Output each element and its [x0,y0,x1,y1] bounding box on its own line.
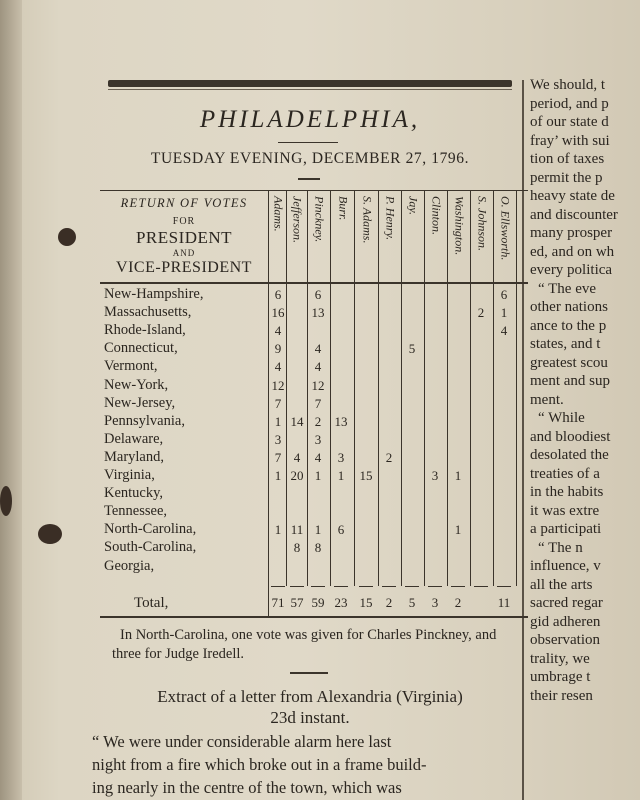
table-header-rule [100,282,528,284]
vote-count: 2 [385,449,393,465]
right-column-line: it was extre [530,502,600,519]
vote-count: 3 [337,449,345,465]
dateline-rule [298,178,320,180]
vote-count: 8 [293,540,301,556]
vote-count: 13 [311,305,325,321]
right-column-line: “ While [538,410,585,426]
body-line: “ We were under considerable alarm here last [92,732,392,751]
state-name: Kentucky, [104,485,164,502]
binding-hole [38,524,62,544]
vote-count: 1 [337,468,345,483]
vote-count: 1 [314,522,322,538]
candidate-name: Jay. [406,196,421,215]
candidate-name: Jefferson. [290,196,305,243]
masthead-rule [108,80,512,87]
right-column-line: ment and sup [530,373,610,389]
extract-heading-line2: 23d instant. [270,708,350,727]
vote-count: 11 [290,522,304,538]
candidate-name: S. Johnson. [475,196,490,251]
total-count: 5 [408,595,416,610]
total-rule [497,586,511,587]
right-column-line: sacred regar [530,595,603,611]
vote-count: 4 [314,449,322,465]
right-column-line: influence, v [530,558,601,574]
binding-hole [0,486,12,516]
right-column-line: gid adheren [530,613,601,630]
table-header-line3: PRESIDENT [135,228,233,247]
vote-count: 14 [290,413,304,429]
total-count: 2 [385,595,393,610]
total-rule [334,586,348,587]
vote-count: 8 [314,540,322,556]
electoral-votes-table [100,190,528,620]
total-rule [359,586,373,587]
right-column-line: ance to the p [530,317,607,334]
total-rule [405,586,419,587]
state-name: Georgia, [104,557,155,574]
table-header-line2: FOR [172,216,196,227]
candidate-header [355,194,378,278]
candidate-name: Pinckney. [312,196,327,243]
right-column-line: a participati [530,521,602,537]
vote-count: 4 [293,449,301,465]
candidate-header [331,194,354,278]
vote-count: 16 [271,305,285,321]
right-column-line: fray’ with sui [530,132,610,149]
vote-count: 1 [274,413,282,429]
vote-count: 13 [334,413,348,429]
total-count: 71 [271,595,285,610]
table-header-line1: RETURN OF VOTES [120,196,248,210]
candidate-header [494,194,516,278]
right-column-line: all the arts [530,576,593,593]
extract-heading-line1: Extract of a letter from Alexandria (Virginia) [157,687,463,706]
total-rule [474,586,488,587]
vote-count: 15 [359,468,373,483]
vote-count: 4 [274,323,282,339]
vote-count: 12 [311,377,325,393]
vote-count: 4 [314,359,322,375]
total-count: 11 [497,595,511,610]
right-column-line: of our state d [530,114,609,130]
table-bottom-rule [100,616,528,618]
right-column-line: ment. [530,391,564,408]
right-column-line: permit the p [530,169,603,186]
page-fold-shadow [0,0,22,800]
vote-count: 6 [337,522,345,538]
right-column-line: umbrage t [530,669,591,685]
right-column-line: and bloodiest [530,428,611,445]
binding-hole [58,228,76,246]
candidate-name: S. Adams. [360,196,374,244]
total-count: 2 [454,595,462,610]
right-column-line: We should, t [530,77,606,93]
candidate-header [287,194,307,278]
state-name: Virginia, [104,467,155,483]
right-column-line: many prosper [530,225,613,241]
vote-count: 2 [477,305,485,321]
vote-count: 7 [274,449,282,465]
vote-count: 4 [274,359,282,375]
vote-count: 4 [500,323,508,339]
candidate-name: Adams. [271,196,285,232]
body-line: night from a fire which broke out in a frame build- [92,755,427,774]
vote-count: 6 [314,287,322,302]
state-name: Pennsylvania, [104,412,185,429]
right-column-line: desolated the [530,447,609,463]
vote-count: 12 [271,377,285,393]
vote-count: 3 [431,468,439,483]
right-column-line: every politica [530,262,613,278]
body-line: ing nearly in the centre of the town, which was [92,778,402,797]
right-column-line: their resen [530,687,593,704]
state-name: Connecticut, [104,340,178,357]
right-column-line: trality, we [530,650,590,667]
vote-count: 1 [274,468,282,483]
state-name: New-Jersey, [104,394,176,411]
right-column-line: states, and t [530,336,601,352]
vote-count: 3 [314,431,322,447]
vote-count: 1 [500,305,508,321]
state-name: Tennessee, [104,503,167,520]
right-column-line: in the habits [530,484,604,500]
candidate-header [448,194,470,278]
table-header-line4: AND [172,248,196,258]
state-name: Rhode-Island, [104,322,186,339]
candidate-name: Burr. [336,196,350,221]
right-column-text [530,76,640,705]
total-rule [290,586,304,587]
vote-count: 6 [274,287,282,302]
vote-count: 20 [290,468,304,483]
candidate-header [402,194,424,278]
candidate-header [425,194,447,278]
heading-rule [278,142,338,143]
candidate-name: Clinton. [429,196,444,236]
candidate-header [379,194,401,278]
right-column-line: tion of taxes [530,151,605,167]
table-top-rule [100,190,528,191]
right-column-line: heavy state de [530,188,615,204]
right-column-line: ed, and on wh [530,243,615,260]
total-label: Total, [134,595,169,611]
right-column-line: and discounter [530,206,618,223]
total-rule [382,586,396,587]
total-rule [451,586,465,587]
column-divider [516,190,517,586]
state-name: Massachusetts, [104,304,192,321]
right-column-line: “ The eve [538,280,597,297]
vote-count: 1 [274,522,282,538]
section-rule [290,672,328,674]
dateline: TUESDAY EVENING, DECEMBER 27, 1796. [150,150,470,167]
vote-count: 3 [274,431,282,447]
candidate-header [269,194,286,278]
state-name: New-York, [104,376,169,393]
candidate-header [308,194,330,278]
right-column-line: period, and p [530,95,609,112]
candidate-name: Washington. [452,196,467,256]
vote-count: 7 [274,395,282,411]
total-rule [311,586,325,587]
extract-body [92,730,528,799]
right-column-line: “ The n [538,539,583,556]
vote-count: 1 [454,468,462,483]
right-column-line: other nations [530,299,608,315]
candidate-header [471,194,493,278]
candidate-name: O. Ellsworth. [498,196,513,261]
vote-count: 7 [314,395,322,411]
state-name: New-Hampshire, [104,286,204,302]
vote-count: 6 [500,287,508,302]
extract-heading [96,686,524,728]
state-name: Maryland, [104,448,164,465]
total-count: 15 [359,595,373,610]
vote-count: 1 [454,522,462,538]
right-column-line: observation [530,632,600,648]
vote-count: 1 [314,468,322,483]
total-rule [428,586,442,587]
vote-count: 4 [314,341,322,357]
candidate-name: P. Henry. [383,196,398,241]
total-count: 3 [431,595,439,610]
state-name: Delaware, [104,430,164,447]
total-count: 57 [290,595,304,610]
north-carolina-note: In North-Carolina, one vote was given for Charles Pinckney, and three for Judge Iredell. [112,627,497,662]
right-column-line: treaties of a [530,465,600,482]
table-header-line5: VICE-PRESIDENT [116,259,252,276]
vote-count: 9 [274,341,282,357]
total-count: 59 [311,595,325,610]
state-name: North-Carolina, [104,521,197,538]
right-column-line: greatest scou [530,354,608,371]
state-name: Vermont, [104,358,158,375]
total-count: 23 [334,595,348,610]
vote-count: 5 [408,341,416,357]
total-rule [271,586,285,587]
masthead-rule-thin [108,89,512,90]
state-name: South-Carolina, [104,539,197,556]
vote-count: 2 [314,413,322,429]
city-heading: PHILADELPHIA, [199,106,421,133]
